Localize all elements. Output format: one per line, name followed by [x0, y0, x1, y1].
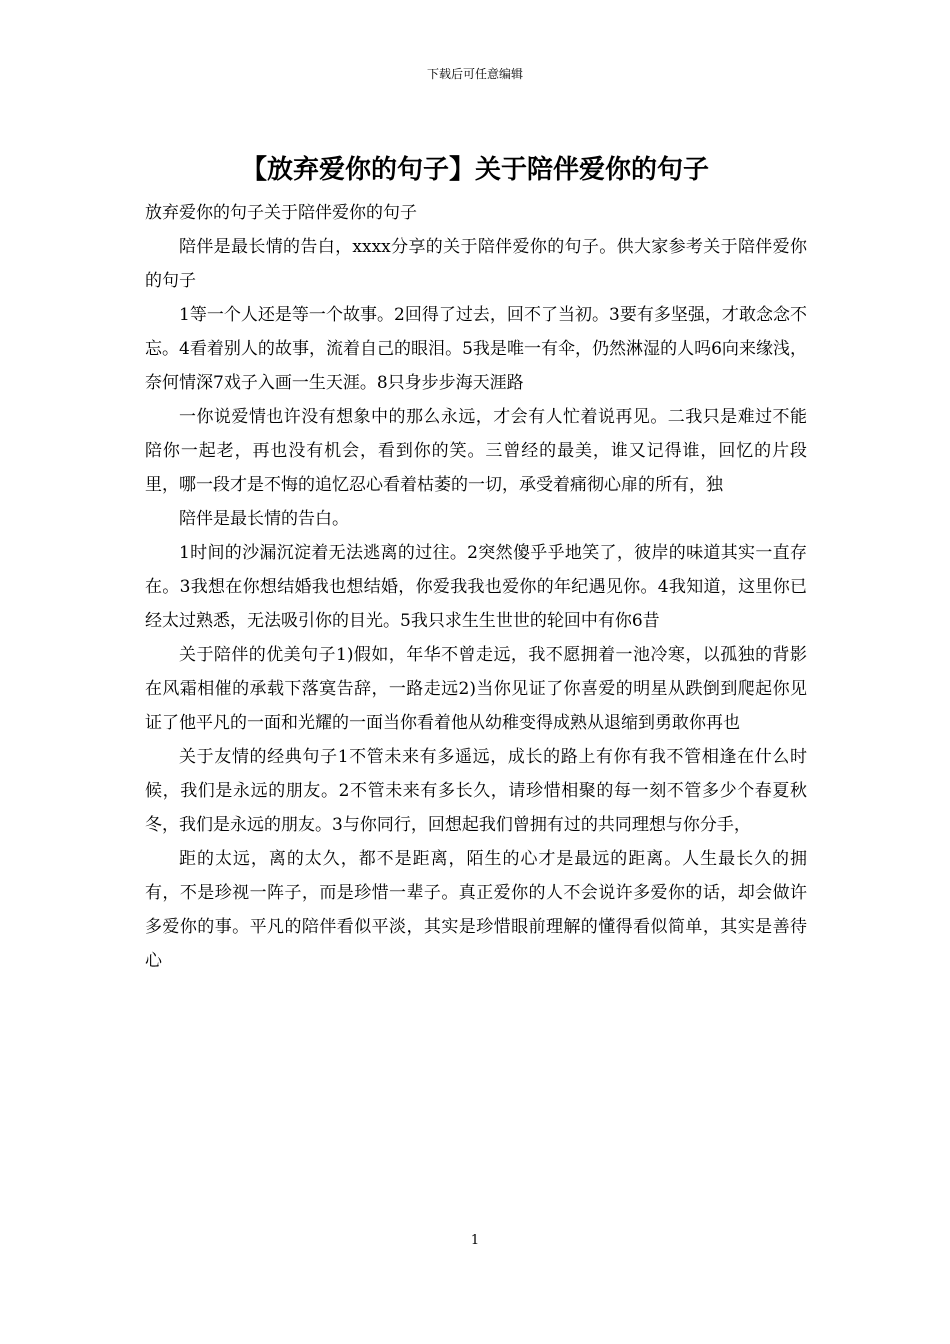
paragraph: 关于陪伴的优美句子1)假如，年华不曾走远，我不愿拥着一池冷寒，以孤独的背影在风霜相催的承载下落寞告辞，一路走远2)当你见证了你喜爱的明星从跌倒到爬起你见证了他平凡的一面和光耀的一面当你看着他从幼稚变得成熟从退缩到勇敢你再也 [145, 645, 807, 733]
paragraph: 一你说爱情也许没有想象中的那么永远，才会有人忙着说再见。二我只是难过不能陪你一起老，再也没有机会，看到你的笑。三曾经的最美，谁又记得谁，回忆的片段里，哪一段才是不悔的追忆忍心看着枯萎的一切，承受着痛彻心扉的所有，独 [145, 407, 807, 495]
document-title: 【放弃爱你的句子】关于陪伴爱你的句子 [240, 155, 709, 185]
paragraph: 陪伴是最长情的告白。 [179, 509, 349, 529]
paragraph: 1等一个人还是等一个故事。2回得了过去，回不了当初。3要有多坚强，才敢念念不忘。4看着别人的故事，流着自己的眼泪。5我是唯一有伞，仍然淋湿的人吗6向来缘浅，奈何情深7戏子入画一生天涯。8只身步步海天涯路 [145, 305, 807, 393]
paragraph: 陪伴是最长情的告白，xxxx分享的关于陪伴爱你的句子。供大家参考关于陪伴爱你的句子 [145, 237, 807, 291]
paragraph: 1时间的沙漏沉淀着无法逃离的过往。2突然傻乎乎地笑了，彼岸的味道其实一直存在。3我想在你想结婚我也想结婚，你爱我我也爱你的年纪遇见你。4我知道，这里你已经太过熟悉，无法吸引你的目光。5我只求生生世世的轮回中有你6昔 [145, 543, 807, 631]
page-number: 1 [470, 1233, 480, 1248]
paragraph: 距的太远，离的太久，都不是距离，陌生的心才是最远的距离。人生最长久的拥有，不是珍视一阵子，而是珍惜一辈子。真正爱你的人不会说许多爱你的话，却会做许多爱你的事。平凡的陪伴看似平淡，其实是珍惜眼前理解的懂得看似简单，其实是善待心 [145, 849, 807, 971]
page-header-note: 下载后可任意编辑 [426, 67, 523, 81]
paragraph: 关于友情的经典句子1不管未来有多遥远，成长的路上有你有我不管相逢在什么时候，我们是永远的朋友。2不管未来有多长久，请珍惜相聚的每一刻不管多少个春夏秋冬，我们是永远的朋友。3与你同行，回想起我们曾拥有过的共同理想与你分手， [145, 747, 807, 835]
document-body [145, 196, 807, 978]
document-subtitle: 放弃爱你的句子关于陪伴爱你的句子 [145, 203, 417, 223]
